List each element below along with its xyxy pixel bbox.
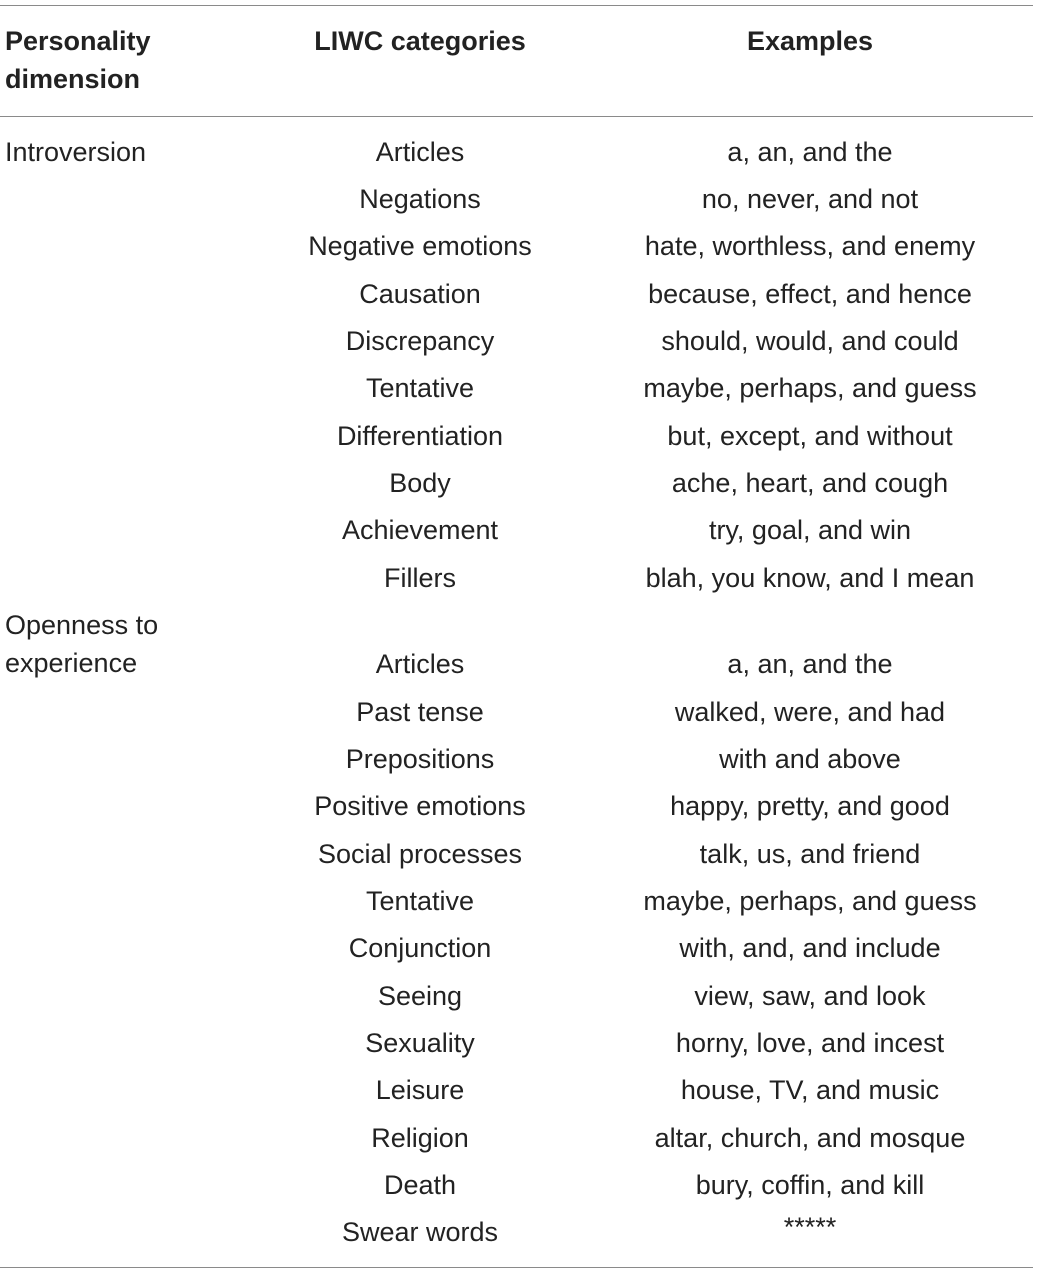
table-row-examples: blah, you know, and I mean [645,563,975,593]
table-row-category: Tentative [365,373,475,403]
table-row-examples: ***** [783,1212,837,1242]
header-rule [0,116,1033,117]
table-row-category: Death [383,1170,457,1200]
table-row-category: Prepositions [345,744,495,774]
table-row-category: Sexuality [365,1028,475,1058]
table-row-category: Fillers [384,563,456,593]
table-row-examples: house, TV, and music [680,1075,940,1105]
header-liwc-categories: LIWC categories [314,26,526,56]
table-row-category: Seeing [377,981,463,1011]
table-row-category: Articles [375,137,465,167]
table-row-examples: bury, coffin, and kill [695,1170,925,1200]
table-top-rule [0,5,1033,6]
table-row-examples: talk, us, and friend [699,839,921,869]
table-row-examples: ache, heart, and cough [671,468,949,498]
table-row-examples: no, never, and not [701,184,919,214]
table-row-examples: altar, church, and mosque [654,1123,966,1153]
table-row-examples: horny, love, and incest [675,1028,945,1058]
header-dimension-line-2: dimension [5,64,141,94]
table-row-examples: maybe, perhaps, and guess [643,373,977,403]
table-row-category: Negations [359,184,481,214]
table-row-category: Differentiation [336,421,504,451]
table-row-category: Social processes [317,839,523,869]
header-examples: Examples [746,26,874,56]
table-row-examples: with, and, and include [679,933,941,963]
table-row-examples: view, saw, and look [694,981,926,1011]
table-row-examples: hate, worthless, and enemy [644,231,976,261]
dimension-line: Openness to [5,610,159,640]
table-row-examples: should, would, and could [661,326,959,356]
table-row-category: Religion [371,1123,469,1153]
dimension-line: Introversion [5,137,147,167]
table-row-examples: with and above [719,744,901,774]
table-row-examples: maybe, perhaps, and guess [643,886,977,916]
table-row-examples: walked, were, and had [674,697,946,727]
table-row-category: Body [389,468,451,498]
table-row-category: Past tense [356,697,484,727]
table-row-category: Negative emotions [308,231,532,261]
dimension-line: experience [5,648,138,678]
table-row-examples: but, except, and without [667,421,953,451]
table-row-examples: because, effect, and hence [648,279,972,309]
table-row-examples: try, goal, and win [708,515,912,545]
table-row-category: Discrepancy [345,326,495,356]
table-row-category: Causation [359,279,481,309]
table-row-category: Swear words [341,1217,499,1247]
table-row-category: Leisure [375,1075,465,1105]
table-row-examples: a, an, and the [727,137,893,167]
header-dimension-line-1: Personality [5,26,151,56]
table-bottom-rule [0,1267,1033,1268]
table-row-category: Tentative [365,886,475,916]
table-row-category: Conjunction [348,933,492,963]
table-row-category: Articles [375,649,465,679]
dimension-openness-to-experience [5,606,245,682]
table-row-category: Positive emotions [314,791,526,821]
table-row-examples: a, an, and the [727,649,893,679]
table-row-examples: happy, pretty, and good [670,791,950,821]
dimension-introversion [5,133,245,171]
table-row-category: Achievement [341,515,499,545]
